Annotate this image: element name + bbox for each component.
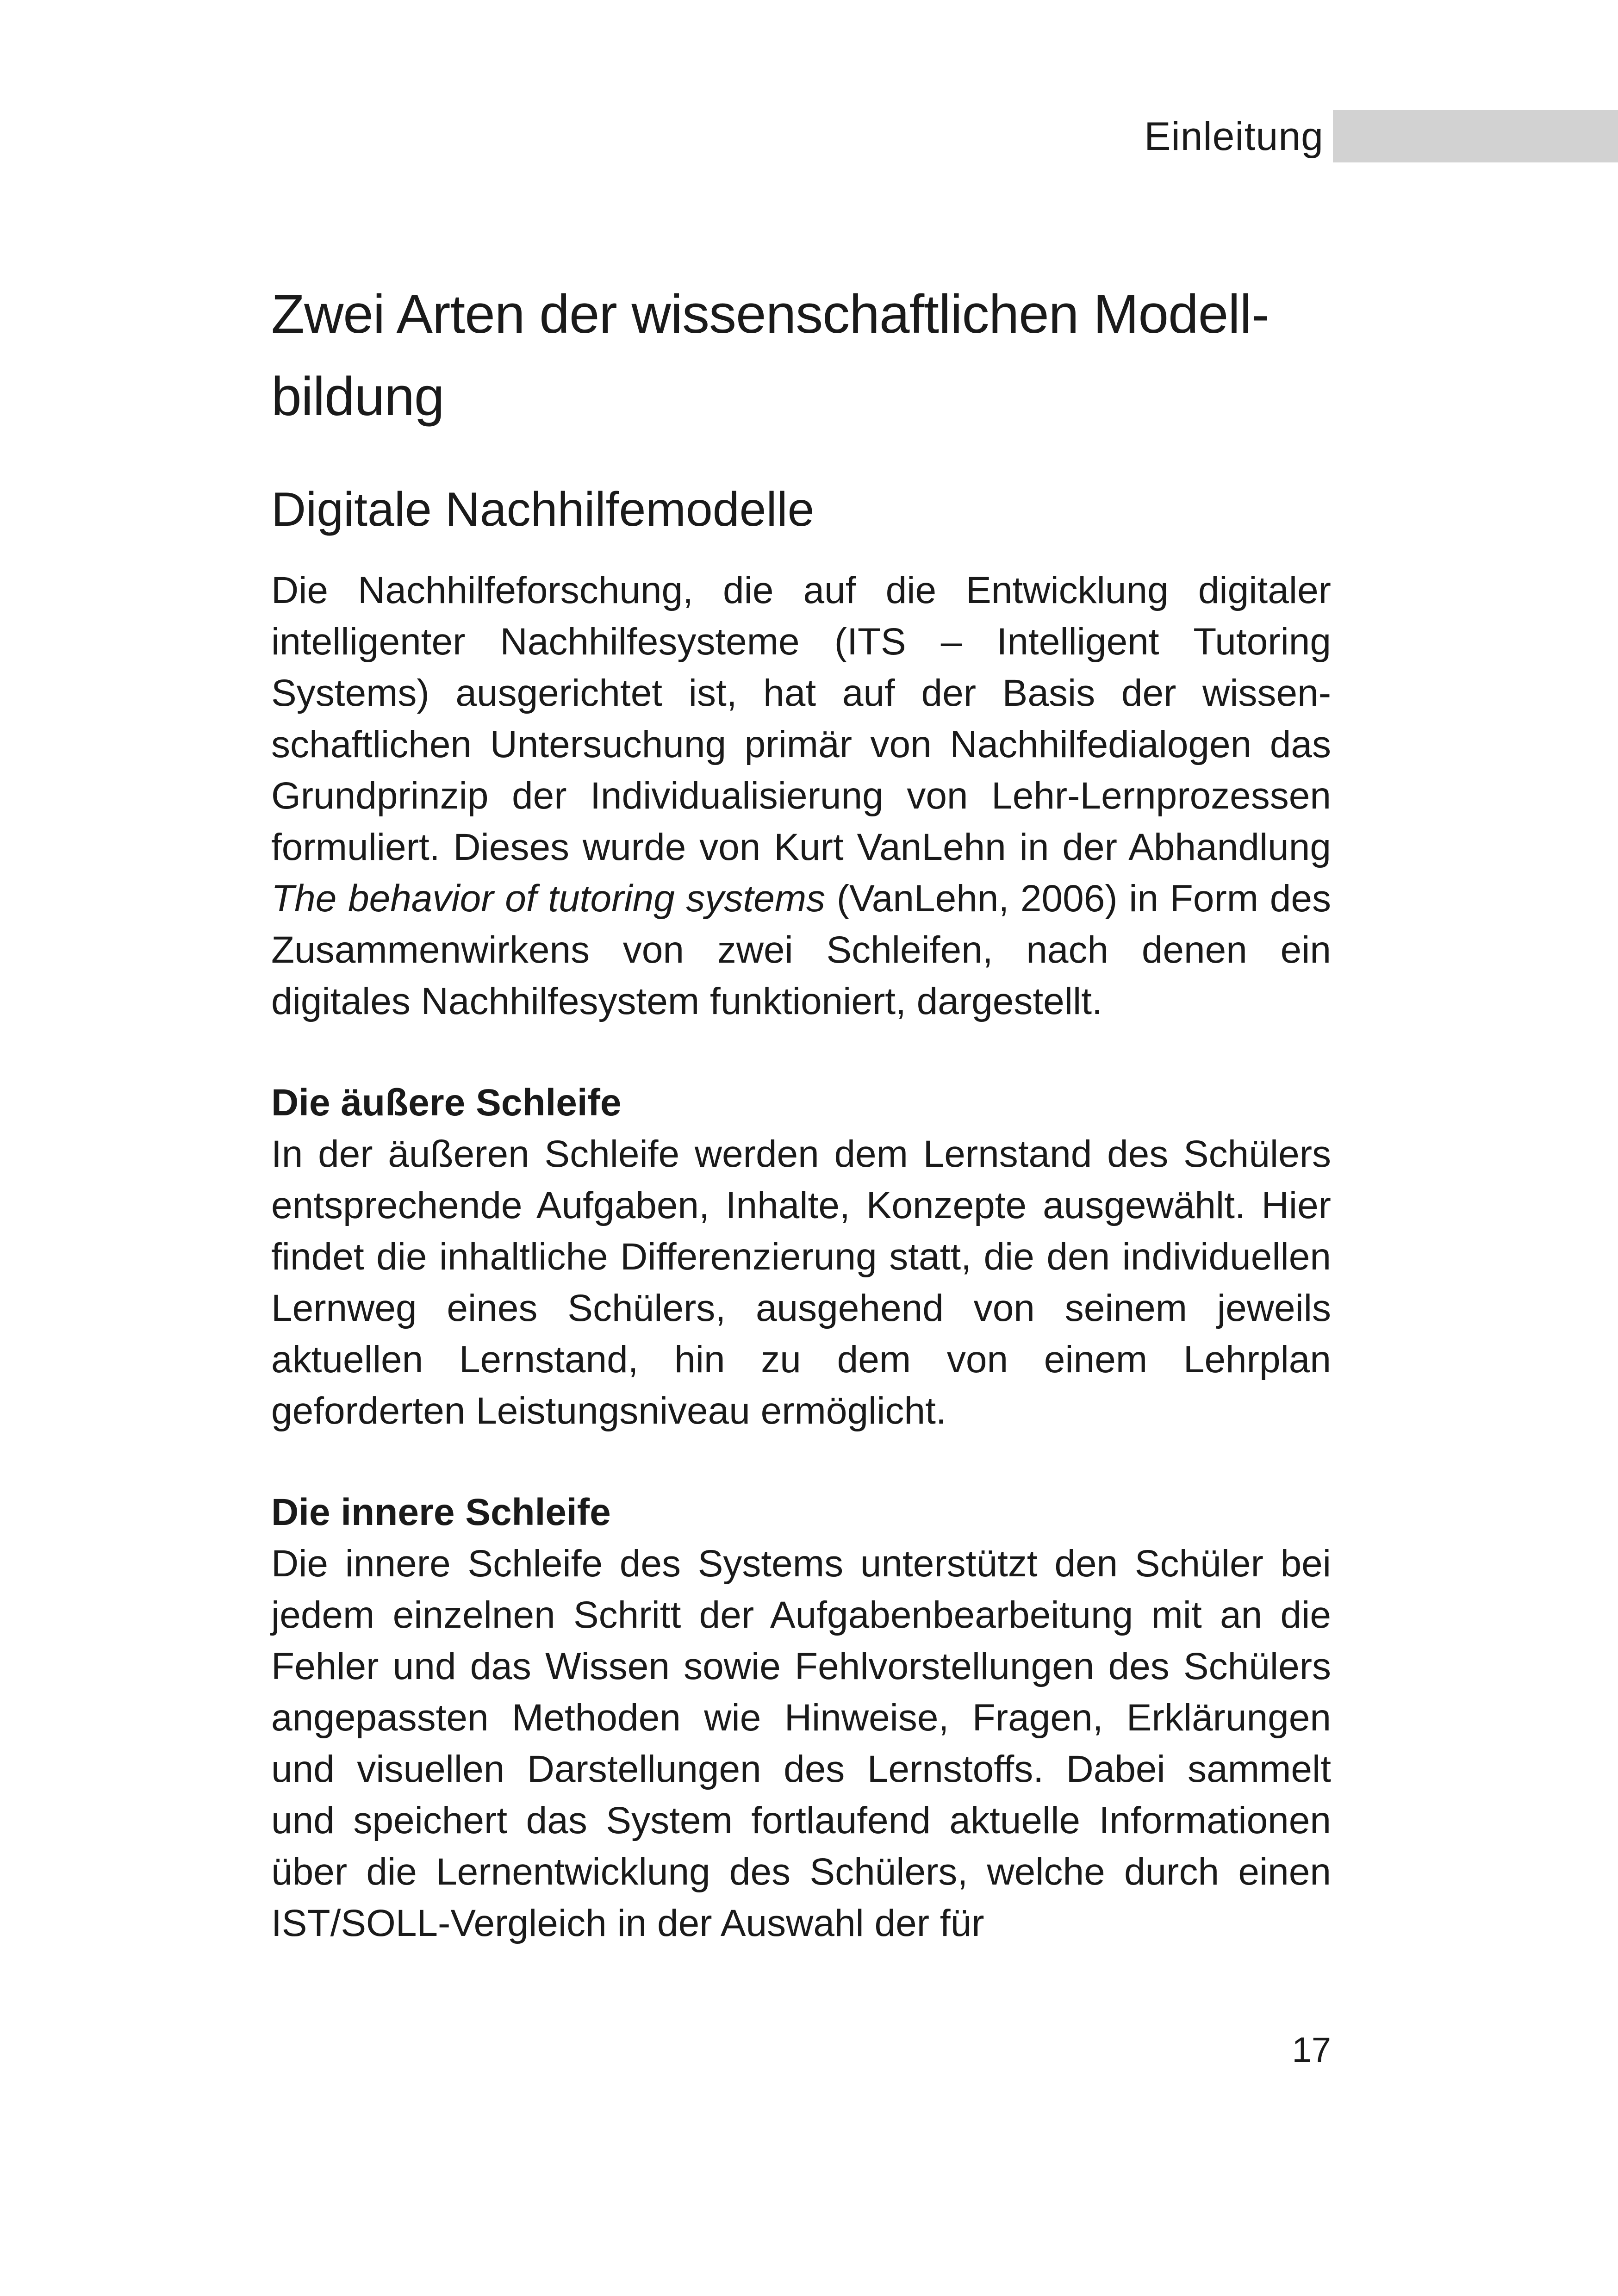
header-tab-bar — [1333, 110, 1618, 162]
section-title: Digitale Nachhilfemodelle — [271, 483, 815, 536]
chapter-title: Zwei Arten der wissenschaftlichen Modellbildung — [271, 284, 1270, 427]
cited-book-title: The behavior of tutoring systems — [271, 877, 826, 920]
page-number: 17 — [1292, 2030, 1331, 2070]
page-body — [271, 273, 1331, 1949]
outer-loop-heading: Die äußere Schleife — [271, 1082, 622, 1124]
inner-loop-heading: Die innere Schleife — [271, 1491, 611, 1533]
intro-text-end: (VanLehn, 2006) in Form des Zusammenwirkens von zwei Schleifen, nach denen ein digitales Nachhilfesystem funktioniert, dargestellt. — [271, 877, 1332, 1022]
outer-loop-paragraph: In der äußeren Schleife werden dem Lernstand des Schülers entsprechende Aufgaben, Inhalte, Konzepte ausgewählt. Hier findet die inhaltliche Differenzierung statt, die den individuellen Lernweg eines Schülers, ausgehend von seinem jeweils aktuellen Lernstand, hin zu dem von einem Lehrplan geforderten Leistungsniveau ermöglicht. — [271, 1133, 1331, 1432]
inner-loop-paragraph: Die innere Schleife des Systems unterstützt den Schüler bei jedem einzelnen Schritt der Aufgabenbearbeitung mit an die Fehler und das Wissen sowie Fehlvorstellungen des Schülers angepassten Methoden wie Hinweise, Fragen, Erklärungen und visuellen Darstellungen des Lernstoffs. Dabei sammelt und speichert das System fortlaufend aktuelle Informationen über die Lernentwicklung des Schülers, welche durch einen IST/SOLL-Vergleich in der Auswahl der für — [271, 1543, 1331, 1944]
running-head: Einleitung — [1144, 114, 1324, 159]
intro-text-start: Die Nachhilfeforschung, die auf die Entwicklung digitaler intelligenter Nachhilfesysteme (ITS – Intelligent Tutoring Systems) ausgerichtet ist, hat auf der Basis der wissenschaftlichen Untersuchung primär von Nachhilfedialogen das Grundprinzip der Individualisierung von Lehr-Lernprozessen formuliert. Dieses wurde von Kurt VanLehn in der Abhandlung — [271, 569, 1331, 868]
intro-paragraph — [271, 565, 1331, 1027]
